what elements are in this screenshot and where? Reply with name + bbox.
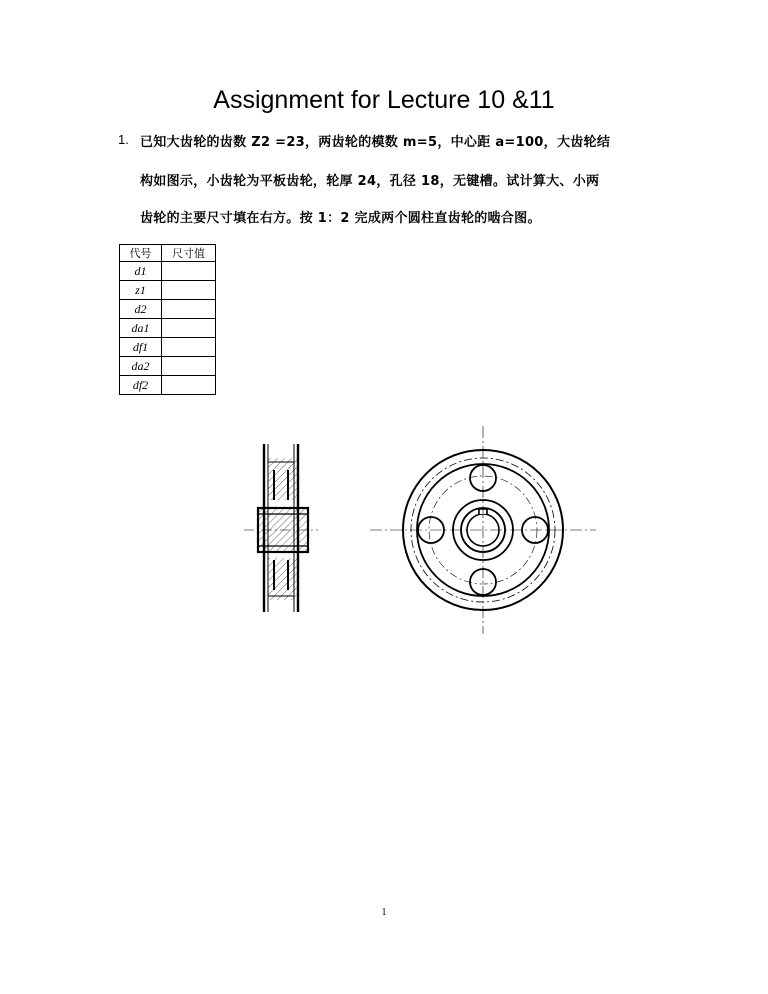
table-cell-symbol: df2: [120, 376, 162, 395]
gear-front-view: [370, 426, 596, 634]
table-header-symbol: 代号: [120, 245, 162, 262]
gear-section-view: [244, 444, 318, 612]
question-number: 1.: [118, 132, 129, 147]
table-cell-symbol: d1: [120, 262, 162, 281]
table-header-value: 尺寸值: [162, 245, 216, 262]
table-cell-symbol: z1: [120, 281, 162, 300]
page-number: 1: [381, 907, 387, 918]
table-cell-symbol: d2: [120, 300, 162, 319]
page-title: Assignment for Lecture 10 &11: [213, 86, 555, 114]
table-cell-symbol: da2: [120, 357, 162, 376]
question-text-line-3: 齿轮的主要尺寸填在右方。按 1：2 完成两个圆柱直齿轮的啮合图。: [140, 211, 541, 226]
question-text-line-1: 已知大齿轮的齿数 Z2 =23，两齿轮的模数 m=5，中心距 a=100，大齿轮结: [140, 135, 611, 150]
question-text-line-2: 构如图示，小齿轮为平板齿轮，轮厚 24，孔径 18，无键槽。试计算大、小两: [140, 174, 600, 189]
table-cell-symbol: df1: [120, 338, 162, 357]
table-cell-symbol: da1: [120, 319, 162, 338]
